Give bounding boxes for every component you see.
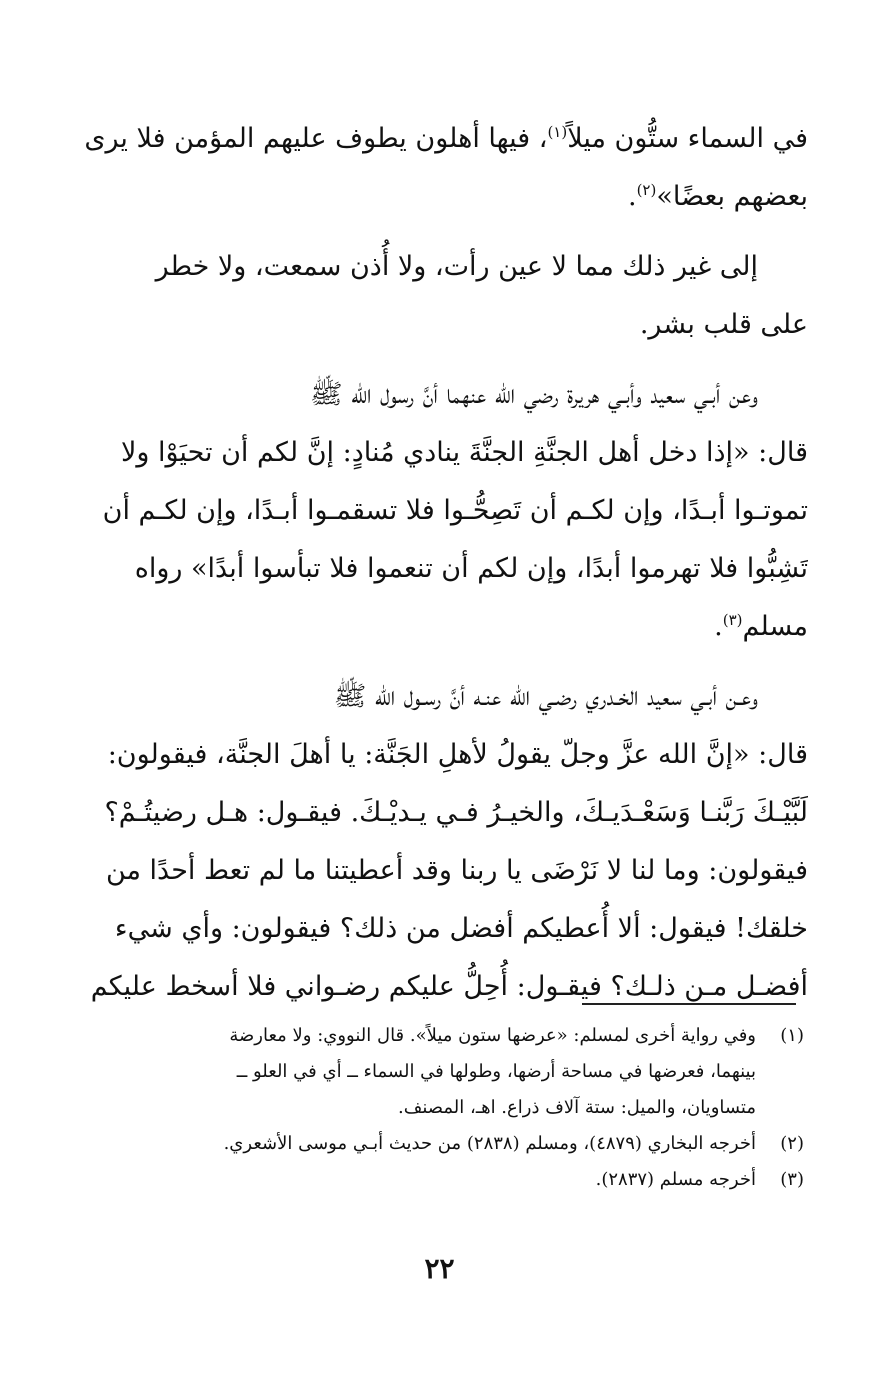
text-line: فيقولون: وما لنا لا نَرْضَى يا ربنا وقد أعطيتنا ما لم تعط أحدًا من [105,855,808,886]
text-line: أخرجه مسلم (٢٨٣٧). [595,1169,756,1190]
footnote-text [74,1126,756,1162]
paragraph-3 [76,366,808,656]
footnote-text [74,1162,756,1198]
text-line: تَشِبُّوا فلا تهرموا أبدًا، وإن لكم أن تنعموا فلا تبأسوا أبدًا» رواه [134,553,808,584]
footnote-number: (١) [780,1025,804,1046]
text-line: وعن أبـي سعيد وأبـي هريرة رضي الله عنهما أنَّ رسول الله ﷺ [310,379,758,410]
page-number: ٢٢ [424,1252,455,1285]
footnote-ref[interactable]: (٣) [722,611,743,629]
text-line: بعضهم بعضًا»$^{(٢)}$. [627,181,808,212]
text-line: مسلم$^{(٣)}$. [714,611,808,642]
text-line: إلى غير ذلك مما لا عين رأت، ولا أُذن سمعت، ولا خطر [155,251,758,282]
paragraph-4 [76,668,808,1016]
footnote-2 [74,1126,804,1162]
text-line: بينهما، فعرضها في مساحة أرضها، وطولها في السماء ــ أي في العلو ــ [236,1061,756,1082]
footnote-ref[interactable]: (٢) [636,181,657,199]
text-line: قال: «إنَّ الله عزَّ وجلّ يقولُ لأهلِ الجَنَّة: يا أهلَ الجنَّة، فيقولون: [107,739,808,770]
text-line: أخرجه البخاري (٤٨٧٩)، ومسلم (٢٨٣٨) من حديث أبـي موسى الأشعري. [223,1133,756,1154]
paragraph-1 [76,110,808,226]
text-line: وعـن أبـي سعيد الخـدري رضـي الله عنـه أنَّ رسـول الله ﷺ [333,681,758,712]
text-line: على قلب بشر. [639,309,808,340]
footnote-separator [582,1003,796,1005]
footnote-text [74,1018,756,1126]
footnote-3 [74,1162,804,1198]
text-line: خلقك! فيقول: ألا أُعطيكم أفضل من ذلك؟ فيقولون: وأي شيء [114,913,808,944]
footnote-ref[interactable]: (١) [547,123,568,141]
paragraph-2 [76,238,808,354]
text-line: قال: «إذا دخل أهل الجنَّةِ الجنَّةَ ينادي مُنادٍ: إنَّ لكم أن تحيَوْا ولا [120,437,808,468]
main-text [76,110,808,1028]
footnotes [74,1018,804,1198]
text-line: لَبَّيْـكَ رَبَّنـا وَسَعْـدَيـكَ، والخيـرُ فـي يـديْـكَ. فيقـول: هـل رضيتُـمْ؟ [104,797,808,828]
text-line: متساويان، والميل: ستة آلاف ذراع. اهـ، المصنف. [398,1097,756,1118]
footnote-1 [74,1018,804,1126]
footnote-number: (٢) [780,1133,804,1154]
text-line: في السماء ستُّون ميلاً$^{(١)}$، فيها أهلون يطوف عليهم المؤمن فلا يرى [84,123,808,154]
text-line: تموتـوا أبـدًا، وإن لكـم أن تَصِحُّـوا فلا تسقمـوا أبـدًا، وإن لكـم أن [102,495,808,526]
footnote-number: (٣) [780,1169,804,1190]
text-line: أفضـل مـن ذلـك؟ فيقـول: أُحِلُّ عليكم رضـواني فلا أسخط عليكم [90,971,808,1002]
text-line: وفي رواية أخرى لمسلم: «عرضها ستون ميلاً». قال النووي: ولا معارضة [229,1025,756,1046]
